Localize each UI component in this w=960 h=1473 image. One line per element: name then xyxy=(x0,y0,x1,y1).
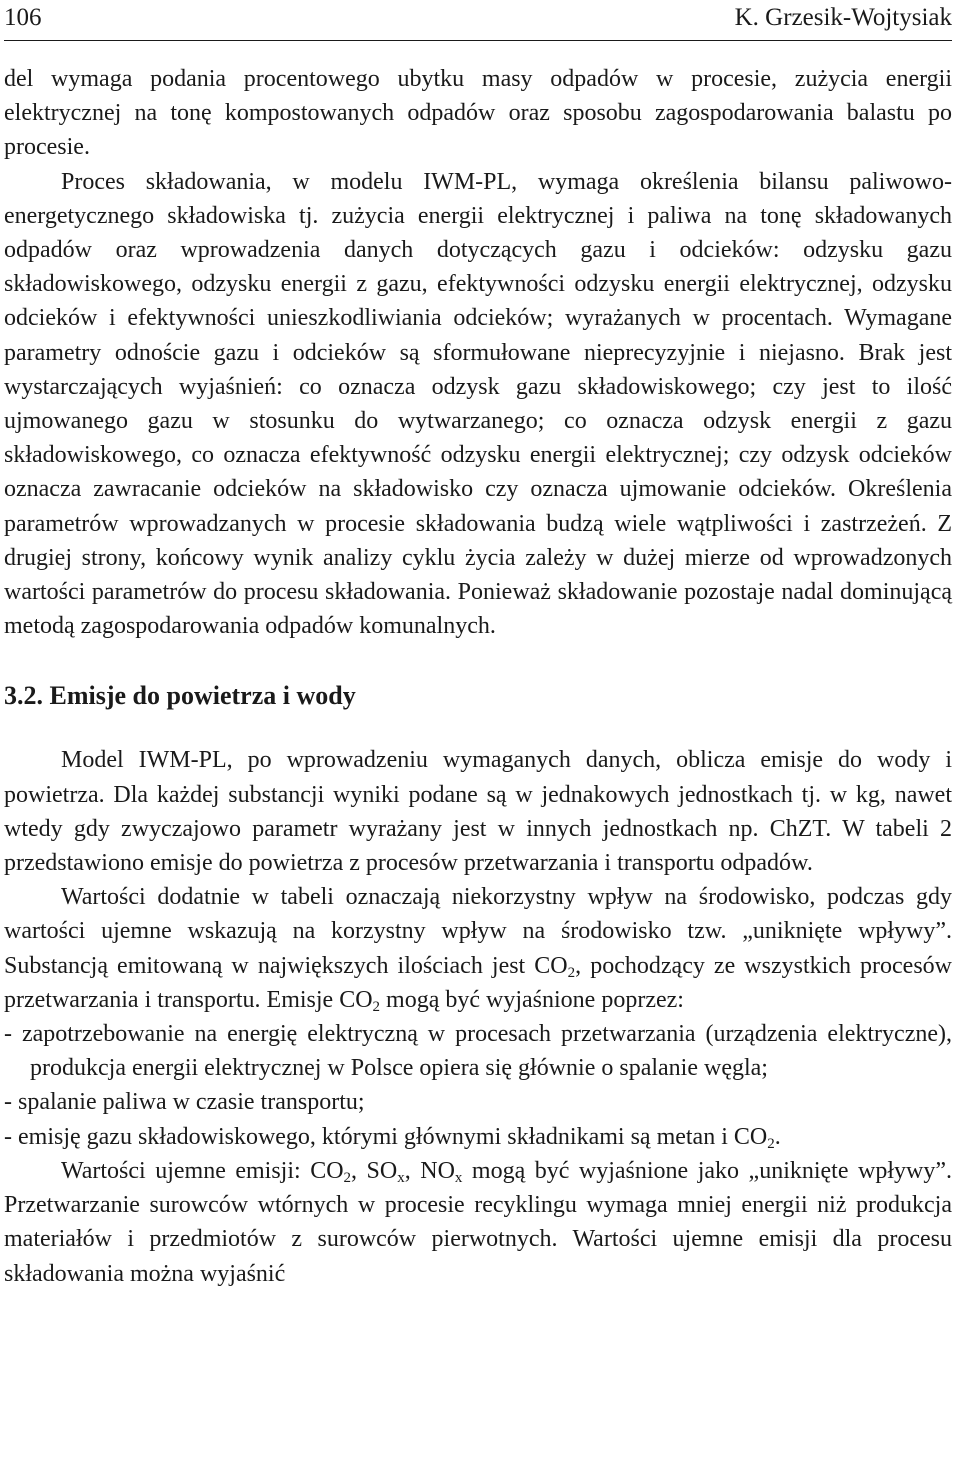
section-heading: 3.2. Emisje do powietrza i wody xyxy=(4,681,356,711)
paragraph-4 xyxy=(4,880,952,1017)
subscript-x: x xyxy=(454,1169,463,1186)
subscript-2: 2 xyxy=(567,964,576,981)
p5-text-c: , NO xyxy=(404,1157,455,1184)
page-number: 106 xyxy=(4,4,42,31)
b3-text-b: . xyxy=(774,1123,781,1150)
subscript-2: 2 xyxy=(767,1135,775,1152)
b3-text-a: - emisję gazu składowiskowego, którymi głównymi składnikami są metan i CO xyxy=(4,1123,768,1150)
page-header xyxy=(4,0,952,41)
bullet-item: - zapotrzebowanie na energię elektryczną w procesach przetwarzania (urządzenia elektryczne), produkcja energii elektrycznej w Polsce opiera się głównie o spalanie węgla; xyxy=(4,1021,952,1082)
running-author: K. Grzesik-Wojtysiak xyxy=(734,4,952,31)
p5-text-d: mogą być wyjaśnione jako „uniknięte wpływy”. Przetwarzanie surowców wtórnych w procesie recyklingu wymaga mniej energii niż produkcja materiałów i przedmiotów z surowców pierwotnych. Wartości ujemne emisji dla procesu składowania można wyjaśnić xyxy=(4,1157,952,1287)
paragraph-1: del wymaga podania procentowego ubytku masy odpadów w procesie, zużycia energii elektrycznej na tonę kompostowanych odpadów oraz sposobu zagospodarowania balastu po procesie. xyxy=(4,66,952,161)
p4-text-a: Wartości dodatnie w tabeli oznaczają niekorzystny wpływ na środowisko, podczas gdy wartości ujemne wskazują na korzystny wpływ na środowisko tzw. „uniknięte wpływy”. Substancją emitowaną w największych ilościach jest CO xyxy=(4,884,952,979)
page xyxy=(4,0,952,1291)
bullet-item xyxy=(4,1120,952,1154)
subscript-x: x xyxy=(397,1169,405,1186)
p4-text-c: mogą być wyjaśnione poprzez: xyxy=(380,986,684,1013)
subscript-2: 2 xyxy=(343,1169,352,1186)
p5-text-a: Wartości ujemne emisji: CO xyxy=(61,1157,344,1184)
paragraph-3: Model IWM-PL, po wprowadzeniu wymaganych danych, oblicza emisje do wody i powietrza. Dla każdej substancji wyniki podane są w jednakowych jednostkach tj. w kg, nawet wtedy gdy zwyczajowo parametr wyrażany jest w innych jednostkach np. ChZT. W tabeli 2 przedstawiono emisje do powietrza z procesów przetwarzania i transportu odpadów. xyxy=(4,747,952,877)
p4-text-b: , pochodzący ze wszystkich procesów przetwarzania i transportu. Emisje CO xyxy=(4,952,952,1013)
paragraph-2: Proces składowania, w modelu IWM-PL, wymaga określenia bilansu paliwowo-energetycznego składowiska tj. zużycia energii elektrycznej i paliwa na tonę składowanych odpadów oraz wprowadzenia danych dotyczących gazu i odcieków: odzysku gazu składowiskowego, odzysku energii z gazu, efektywności odzysku energii elektrycznej, odzysku odcieków i efektywności unieszkodliwiania odcieków; wyrażanych w procentach. Wymagane parametry odnoście gazu i odcieków są sformułowane nieprecyzyjnie i niejasno. Brak jest wystarczających wyjaśnień: co oznacza odzysk gazu składowiskowego; czy jest to ilość ujmowanego gazu w stosunku do wytwarzanego; co oznacza odzysk energii z gazu składowiskowego, co oznacza efektywność odzysku energii elektrycznej; czy odzysk odcieków oznacza zawracanie odcieków na składowisko czy oznacza ujmowanie odcieków. Określenia parametrów wprowadzanych w procesie składowania budzą wiele wątpliwości i zastrzeżeń. Z drugiej strony, końcowy wynik analizy cyklu życia zależy w dużej mierze od wprowadzonych wartości parametrów do procesu składowania. Ponieważ składowanie pozostaje nadal dominującą metodą zagospodarowania odpadów komunalnych. xyxy=(4,168,952,640)
bullet-item: - spalanie paliwa w czasie transportu; xyxy=(4,1089,365,1116)
p5-text-b: , SO xyxy=(351,1157,398,1184)
subscript-2: 2 xyxy=(372,998,381,1015)
paragraph-5 xyxy=(4,1154,952,1291)
